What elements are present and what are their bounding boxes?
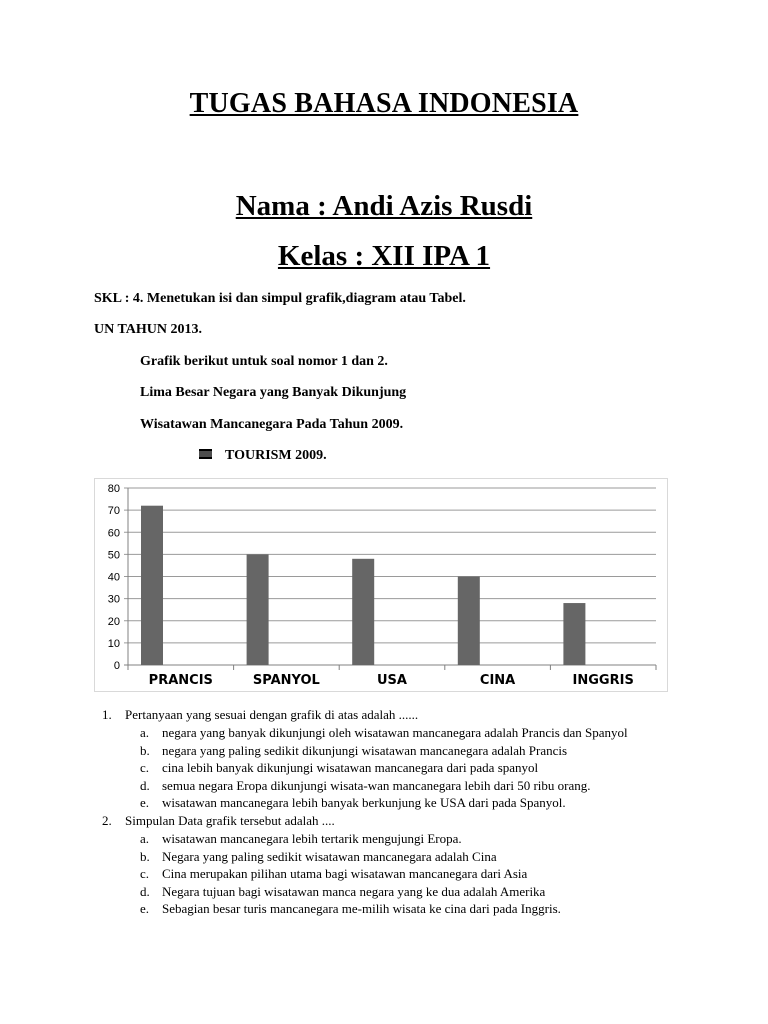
x-category-label-inggris: INGGRIS: [572, 673, 634, 688]
bar-spanyol: [247, 554, 269, 665]
student-name: Nama : Andi Azis Rusdi: [235, 190, 533, 222]
q1-option-b-letter: b.: [140, 743, 150, 758]
student-class: Kelas : XII IPA 1: [277, 240, 491, 272]
chart-caption-line2: Wisatawan Mancanegara Pada Tahun 2009.: [140, 417, 404, 432]
q1-option-b: negara yang paling sedikit dikunjungi wisatawan mancanegara adalah Prancis: [162, 743, 568, 758]
y-tick-label-30: 30: [107, 593, 120, 606]
legend-label: TOURISM 2009.: [225, 448, 327, 463]
question-1-number: 1.: [102, 707, 112, 722]
y-tick-label-80: 80: [107, 483, 120, 495]
x-category-label-usa: USA: [377, 673, 407, 688]
bar-chart: [94, 478, 668, 692]
q1-option-c: cina lebih banyak dikunjungi wisatawan mancanegara dari pada spanyol: [162, 760, 539, 775]
q1-option-e: wisatawan mancanegara lebih banyak berkunjung ke USA dari pada Spanyol.: [162, 795, 566, 810]
q2-option-b: Negara yang paling sedikit wisatawan mancanegara adalah Cina: [162, 849, 497, 864]
y-tick-label-0: 0: [113, 660, 120, 672]
q1-option-e-letter: e.: [140, 795, 150, 810]
q2-option-e-letter: e.: [140, 901, 150, 916]
question-1-text: Pertanyaan yang sesuai dengan grafik di atas adalah ......: [125, 707, 419, 722]
bar-inggris: [563, 603, 585, 665]
x-category-label-prancis: PRANCIS: [148, 673, 213, 688]
q1-option-a-letter: a.: [140, 725, 150, 740]
document-title: TUGAS BAHASA INDONESIA: [189, 88, 579, 119]
q2-option-d: Negara tujuan bagi wisatawan manca negara yang ke dua adalah Amerika: [162, 884, 546, 899]
q2-option-e: Sebagian besar turis mancanegara me-milih wisata ke cina dari pada Inggris.: [162, 901, 561, 916]
question-2-number: 2.: [102, 813, 112, 828]
y-tick-label-40: 40: [107, 571, 120, 584]
legend-swatch-icon: [199, 449, 212, 459]
q2-option-a: wisatawan mancanegara lebih tertarik mengujungi Eropa.: [162, 831, 462, 846]
x-category-label-spanyol: SPANYOL: [252, 673, 320, 688]
bar-usa: [352, 559, 374, 665]
q1-option-a: negara yang banyak dikunjungi oleh wisatawan mancanegara adalah Prancis dan Spanyol: [162, 725, 628, 740]
graph-note: Grafik berikut untuk soal nomor 1 dan 2.: [140, 354, 388, 369]
q2-option-c: Cina merupakan pilihan utama bagi wisatawan mancanegara dari Asia: [162, 866, 528, 881]
q1-option-c-letter: c.: [140, 760, 150, 775]
y-tick-label-20: 20: [107, 615, 120, 628]
bar-prancis: [141, 506, 163, 665]
question-2-text: Simpulan Data grafik tersebut adalah ....: [125, 813, 335, 828]
x-category-label-cina: CINA: [479, 673, 516, 688]
q2-option-b-letter: b.: [140, 849, 150, 864]
q1-option-d: semua negara Eropa dikunjungi wisata-wan mancanegara lebih dari 50 ribu orang.: [162, 778, 591, 793]
y-tick-label-50: 50: [107, 549, 120, 562]
y-tick-label-60: 60: [107, 527, 120, 540]
q2-option-a-letter: a.: [140, 831, 150, 846]
chart-caption-line1: Lima Besar Negara yang Banyak Dikunjung: [140, 385, 407, 400]
q1-option-d-letter: d.: [140, 778, 150, 793]
bar-cina: [458, 577, 480, 666]
y-tick-label-70: 70: [107, 505, 120, 518]
un-year-line: UN TAHUN 2013.: [94, 322, 202, 337]
skl-line: SKL : 4. Menetukan isi dan simpul grafik,diagram atau Tabel.: [94, 291, 466, 306]
q2-option-c-letter: c.: [140, 866, 150, 881]
q2-option-d-letter: d.: [140, 884, 150, 899]
y-tick-label-10: 10: [107, 637, 120, 650]
